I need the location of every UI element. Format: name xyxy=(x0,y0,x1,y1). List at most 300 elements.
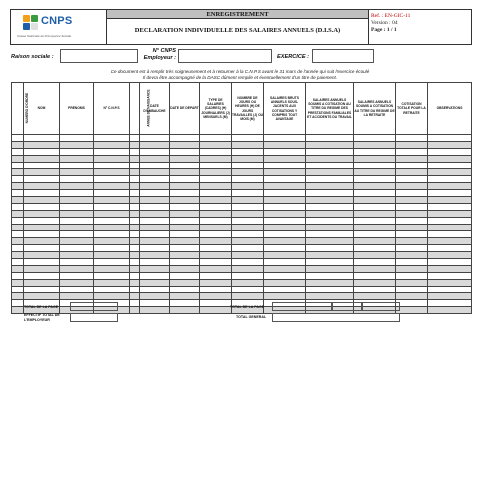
table-cell[interactable] xyxy=(428,141,472,148)
table-cell[interactable] xyxy=(24,155,60,162)
table-cell[interactable] xyxy=(396,279,428,286)
table-cell[interactable] xyxy=(200,183,232,190)
table-cell[interactable] xyxy=(140,293,170,300)
table-cell[interactable] xyxy=(428,231,472,238)
table-cell[interactable] xyxy=(130,203,140,210)
table-cell[interactable] xyxy=(94,224,130,231)
table-cell[interactable] xyxy=(232,162,264,169)
table-cell[interactable] xyxy=(428,162,472,169)
table-cell[interactable] xyxy=(200,148,232,155)
table-cell[interactable] xyxy=(232,252,264,259)
table-cell[interactable] xyxy=(232,203,264,210)
table-cell[interactable] xyxy=(306,197,354,204)
table-cell[interactable] xyxy=(200,155,232,162)
table-cell[interactable] xyxy=(232,141,264,148)
table-cell[interactable] xyxy=(130,224,140,231)
table-cell[interactable] xyxy=(130,300,140,307)
table-cell[interactable] xyxy=(130,197,140,204)
table-cell[interactable] xyxy=(12,265,24,272)
table-cell[interactable] xyxy=(170,259,200,266)
table-cell[interactable] xyxy=(170,245,200,252)
table-cell[interactable] xyxy=(60,183,94,190)
table-cell[interactable] xyxy=(428,183,472,190)
table-cell[interactable] xyxy=(200,197,232,204)
table-cell[interactable] xyxy=(60,293,94,300)
table-cell[interactable] xyxy=(428,148,472,155)
table-cell[interactable] xyxy=(60,197,94,204)
table-cell[interactable] xyxy=(94,293,130,300)
table-cell[interactable] xyxy=(396,210,428,217)
table-cell[interactable] xyxy=(354,293,396,300)
table-cell[interactable] xyxy=(12,224,24,231)
table-cell[interactable] xyxy=(130,190,140,197)
table-cell[interactable] xyxy=(94,141,130,148)
table-cell[interactable] xyxy=(306,279,354,286)
table-cell[interactable] xyxy=(170,169,200,176)
table-cell[interactable] xyxy=(24,238,60,245)
table-cell[interactable] xyxy=(306,217,354,224)
table-cell[interactable] xyxy=(232,231,264,238)
table-cell[interactable] xyxy=(200,272,232,279)
table-cell[interactable] xyxy=(264,224,306,231)
table-cell[interactable] xyxy=(94,272,130,279)
table-cell[interactable] xyxy=(60,141,94,148)
table-cell[interactable] xyxy=(94,135,130,142)
table-cell[interactable] xyxy=(94,162,130,169)
table-cell[interactable] xyxy=(24,169,60,176)
table-cell[interactable] xyxy=(24,176,60,183)
table-cell[interactable] xyxy=(24,197,60,204)
table-cell[interactable] xyxy=(170,217,200,224)
table-cell[interactable] xyxy=(264,203,306,210)
table-cell[interactable] xyxy=(354,224,396,231)
table-cell[interactable] xyxy=(200,279,232,286)
table-cell[interactable] xyxy=(140,224,170,231)
table-cell[interactable] xyxy=(354,155,396,162)
table-cell[interactable] xyxy=(170,135,200,142)
table-cell[interactable] xyxy=(200,307,232,314)
table-cell[interactable] xyxy=(428,217,472,224)
table-cell[interactable] xyxy=(24,203,60,210)
table-cell[interactable] xyxy=(60,210,94,217)
table-cell[interactable] xyxy=(140,148,170,155)
table-cell[interactable] xyxy=(428,224,472,231)
table-cell[interactable] xyxy=(396,203,428,210)
table-cell[interactable] xyxy=(140,210,170,217)
table-cell[interactable] xyxy=(94,203,130,210)
table-cell[interactable] xyxy=(130,238,140,245)
table-cell[interactable] xyxy=(170,197,200,204)
table-cell[interactable] xyxy=(12,231,24,238)
table-cell[interactable] xyxy=(140,265,170,272)
table-cell[interactable] xyxy=(60,224,94,231)
table-cell[interactable] xyxy=(200,190,232,197)
table-cell[interactable] xyxy=(396,265,428,272)
table-cell[interactable] xyxy=(396,217,428,224)
table-cell[interactable] xyxy=(354,176,396,183)
table-cell[interactable] xyxy=(24,231,60,238)
table-cell[interactable] xyxy=(170,286,200,293)
table-cell[interactable] xyxy=(200,259,232,266)
table-cell[interactable] xyxy=(232,245,264,252)
table-cell[interactable] xyxy=(170,252,200,259)
table-cell[interactable] xyxy=(60,238,94,245)
table-cell[interactable] xyxy=(12,293,24,300)
table-cell[interactable] xyxy=(12,286,24,293)
table-cell[interactable] xyxy=(94,265,130,272)
table-cell[interactable] xyxy=(232,210,264,217)
table-cell[interactable] xyxy=(12,245,24,252)
table-cell[interactable] xyxy=(428,286,472,293)
raison-sociale-field[interactable] xyxy=(60,49,138,63)
table-cell[interactable] xyxy=(130,162,140,169)
table-cell[interactable] xyxy=(396,183,428,190)
table-cell[interactable] xyxy=(140,169,170,176)
table-cell[interactable] xyxy=(354,286,396,293)
table-cell[interactable] xyxy=(264,252,306,259)
table-cell[interactable] xyxy=(12,259,24,266)
table-cell[interactable] xyxy=(396,252,428,259)
table-cell[interactable] xyxy=(396,169,428,176)
table-cell[interactable] xyxy=(428,300,472,307)
table-cell[interactable] xyxy=(264,245,306,252)
table-cell[interactable] xyxy=(170,155,200,162)
table-cell[interactable] xyxy=(12,135,24,142)
table-cell[interactable] xyxy=(140,238,170,245)
table-cell[interactable] xyxy=(130,210,140,217)
table-cell[interactable] xyxy=(200,245,232,252)
table-cell[interactable] xyxy=(94,245,130,252)
table-cell[interactable] xyxy=(94,169,130,176)
table-cell[interactable] xyxy=(306,224,354,231)
table-cell[interactable] xyxy=(428,155,472,162)
table-cell[interactable] xyxy=(232,183,264,190)
table-cell[interactable] xyxy=(94,197,130,204)
table-cell[interactable] xyxy=(170,224,200,231)
table-cell[interactable] xyxy=(94,231,130,238)
table-cell[interactable] xyxy=(306,265,354,272)
table-cell[interactable] xyxy=(24,141,60,148)
table-cell[interactable] xyxy=(354,190,396,197)
table-cell[interactable] xyxy=(200,217,232,224)
table-cell[interactable] xyxy=(232,265,264,272)
table-cell[interactable] xyxy=(170,300,200,307)
table-cell[interactable] xyxy=(170,190,200,197)
table-cell[interactable] xyxy=(232,169,264,176)
table-cell[interactable] xyxy=(130,279,140,286)
table-cell[interactable] xyxy=(264,162,306,169)
table-cell[interactable] xyxy=(264,217,306,224)
table-cell[interactable] xyxy=(200,135,232,142)
table-cell[interactable] xyxy=(94,259,130,266)
table-cell[interactable] xyxy=(232,217,264,224)
table-cell[interactable] xyxy=(200,141,232,148)
table-cell[interactable] xyxy=(12,307,24,314)
table-cell[interactable] xyxy=(170,279,200,286)
exercice-field[interactable] xyxy=(312,49,374,63)
table-cell[interactable] xyxy=(306,272,354,279)
table-cell[interactable] xyxy=(232,190,264,197)
table-cell[interactable] xyxy=(140,252,170,259)
table-cell[interactable] xyxy=(140,197,170,204)
table-cell[interactable] xyxy=(60,155,94,162)
table-cell[interactable] xyxy=(232,279,264,286)
table-cell[interactable] xyxy=(264,183,306,190)
table-cell[interactable] xyxy=(170,238,200,245)
table-cell[interactable] xyxy=(306,231,354,238)
table-cell[interactable] xyxy=(306,162,354,169)
table-cell[interactable] xyxy=(354,203,396,210)
table-cell[interactable] xyxy=(94,286,130,293)
table-cell[interactable] xyxy=(306,155,354,162)
table-cell[interactable] xyxy=(354,141,396,148)
table-cell[interactable] xyxy=(354,238,396,245)
table-cell[interactable] xyxy=(264,279,306,286)
table-cell[interactable] xyxy=(130,135,140,142)
table-cell[interactable] xyxy=(130,231,140,238)
table-cell[interactable] xyxy=(24,259,60,266)
table-cell[interactable] xyxy=(60,169,94,176)
table-cell[interactable] xyxy=(130,217,140,224)
table-cell[interactable] xyxy=(60,286,94,293)
table-cell[interactable] xyxy=(12,141,24,148)
table-cell[interactable] xyxy=(12,252,24,259)
table-cell[interactable] xyxy=(170,176,200,183)
table-cell[interactable] xyxy=(60,272,94,279)
table-cell[interactable] xyxy=(140,190,170,197)
table-cell[interactable] xyxy=(396,162,428,169)
table-cell[interactable] xyxy=(12,217,24,224)
table-cell[interactable] xyxy=(170,203,200,210)
table-cell[interactable] xyxy=(130,176,140,183)
table-cell[interactable] xyxy=(396,197,428,204)
table-cell[interactable] xyxy=(306,141,354,148)
table-cell[interactable] xyxy=(354,169,396,176)
table-cell[interactable] xyxy=(24,286,60,293)
table-cell[interactable] xyxy=(24,245,60,252)
table-cell[interactable] xyxy=(94,217,130,224)
table-cell[interactable] xyxy=(396,176,428,183)
table-cell[interactable] xyxy=(428,238,472,245)
table-cell[interactable] xyxy=(396,190,428,197)
table-cell[interactable] xyxy=(170,272,200,279)
table-cell[interactable] xyxy=(264,272,306,279)
table-cell[interactable] xyxy=(60,245,94,252)
table-cell[interactable] xyxy=(428,293,472,300)
table-cell[interactable] xyxy=(140,155,170,162)
table-cell[interactable] xyxy=(60,259,94,266)
table-cell[interactable] xyxy=(232,135,264,142)
table-cell[interactable] xyxy=(12,190,24,197)
table-cell[interactable] xyxy=(306,135,354,142)
table-cell[interactable] xyxy=(264,148,306,155)
table-cell[interactable] xyxy=(306,238,354,245)
table-cell[interactable] xyxy=(264,265,306,272)
table-cell[interactable] xyxy=(24,183,60,190)
table-cell[interactable] xyxy=(130,155,140,162)
table-cell[interactable] xyxy=(12,197,24,204)
table-cell[interactable] xyxy=(428,210,472,217)
table-cell[interactable] xyxy=(140,286,170,293)
table-cell[interactable] xyxy=(94,210,130,217)
table-cell[interactable] xyxy=(140,176,170,183)
table-cell[interactable] xyxy=(12,169,24,176)
table-cell[interactable] xyxy=(130,183,140,190)
table-cell[interactable] xyxy=(12,238,24,245)
table-cell[interactable] xyxy=(264,190,306,197)
table-cell[interactable] xyxy=(428,245,472,252)
table-cell[interactable] xyxy=(94,190,130,197)
table-cell[interactable] xyxy=(94,279,130,286)
table-cell[interactable] xyxy=(264,135,306,142)
table-cell[interactable] xyxy=(170,183,200,190)
table-cell[interactable] xyxy=(264,169,306,176)
table-cell[interactable] xyxy=(396,272,428,279)
table-cell[interactable] xyxy=(170,265,200,272)
table-cell[interactable] xyxy=(200,169,232,176)
table-cell[interactable] xyxy=(24,148,60,155)
table-cell[interactable] xyxy=(24,265,60,272)
table-cell[interactable] xyxy=(24,252,60,259)
table-cell[interactable] xyxy=(94,238,130,245)
table-cell[interactable] xyxy=(428,279,472,286)
table-cell[interactable] xyxy=(354,197,396,204)
table-cell[interactable] xyxy=(140,279,170,286)
table-cell[interactable] xyxy=(60,162,94,169)
table-cell[interactable] xyxy=(306,293,354,300)
table-cell[interactable] xyxy=(130,245,140,252)
table-cell[interactable] xyxy=(354,183,396,190)
table-cell[interactable] xyxy=(396,307,428,314)
table-cell[interactable] xyxy=(130,169,140,176)
table-cell[interactable] xyxy=(306,252,354,259)
table-cell[interactable] xyxy=(60,231,94,238)
table-cell[interactable] xyxy=(200,286,232,293)
table-cell[interactable] xyxy=(170,162,200,169)
table-cell[interactable] xyxy=(264,238,306,245)
table-cell[interactable] xyxy=(130,272,140,279)
table-cell[interactable] xyxy=(94,148,130,155)
table-cell[interactable] xyxy=(396,155,428,162)
table-cell[interactable] xyxy=(428,176,472,183)
table-cell[interactable] xyxy=(24,135,60,142)
table-cell[interactable] xyxy=(354,162,396,169)
table-cell[interactable] xyxy=(24,272,60,279)
table-cell[interactable] xyxy=(12,300,24,307)
table-cell[interactable] xyxy=(396,293,428,300)
table-cell[interactable] xyxy=(200,300,232,307)
table-cell[interactable] xyxy=(60,279,94,286)
table-cell[interactable] xyxy=(232,224,264,231)
table-cell[interactable] xyxy=(264,293,306,300)
table-cell[interactable] xyxy=(354,231,396,238)
table-cell[interactable] xyxy=(24,293,60,300)
table-cell[interactable] xyxy=(396,238,428,245)
table-cell[interactable] xyxy=(94,183,130,190)
table-cell[interactable] xyxy=(140,203,170,210)
table-cell[interactable] xyxy=(170,307,200,314)
table-cell[interactable] xyxy=(264,155,306,162)
table-cell[interactable] xyxy=(12,203,24,210)
table-cell[interactable] xyxy=(94,176,130,183)
table-cell[interactable] xyxy=(428,169,472,176)
table-cell[interactable] xyxy=(60,148,94,155)
table-cell[interactable] xyxy=(396,148,428,155)
table-cell[interactable] xyxy=(12,155,24,162)
table-cell[interactable] xyxy=(140,183,170,190)
table-cell[interactable] xyxy=(354,210,396,217)
table-cell[interactable] xyxy=(12,176,24,183)
effectif-total-box[interactable] xyxy=(70,313,118,322)
table-cell[interactable] xyxy=(140,231,170,238)
table-cell[interactable] xyxy=(306,183,354,190)
table-cell[interactable] xyxy=(200,293,232,300)
table-cell[interactable] xyxy=(60,190,94,197)
table-cell[interactable] xyxy=(12,162,24,169)
table-cell[interactable] xyxy=(428,307,472,314)
table-cell[interactable] xyxy=(60,217,94,224)
table-cell[interactable] xyxy=(140,217,170,224)
table-cell[interactable] xyxy=(140,162,170,169)
table-cell[interactable] xyxy=(354,272,396,279)
table-cell[interactable] xyxy=(306,286,354,293)
table-cell[interactable] xyxy=(354,279,396,286)
table-cell[interactable] xyxy=(140,259,170,266)
table-cell[interactable] xyxy=(12,279,24,286)
table-cell[interactable] xyxy=(60,135,94,142)
table-cell[interactable] xyxy=(232,272,264,279)
table-cell[interactable] xyxy=(264,176,306,183)
table-cell[interactable] xyxy=(306,259,354,266)
table-cell[interactable] xyxy=(232,259,264,266)
table-cell[interactable] xyxy=(24,210,60,217)
table-cell[interactable] xyxy=(264,210,306,217)
table-cell[interactable] xyxy=(12,210,24,217)
table-cell[interactable] xyxy=(428,252,472,259)
table-cell[interactable] xyxy=(264,231,306,238)
table-cell[interactable] xyxy=(12,148,24,155)
table-cell[interactable] xyxy=(140,141,170,148)
table-cell[interactable] xyxy=(428,265,472,272)
table-cell[interactable] xyxy=(354,148,396,155)
table-cell[interactable] xyxy=(428,197,472,204)
table-cell[interactable] xyxy=(354,245,396,252)
table-cell[interactable] xyxy=(396,141,428,148)
table-cell[interactable] xyxy=(396,259,428,266)
table-cell[interactable] xyxy=(232,148,264,155)
table-cell[interactable] xyxy=(428,203,472,210)
table-cell[interactable] xyxy=(140,135,170,142)
table-cell[interactable] xyxy=(306,203,354,210)
table-cell[interactable] xyxy=(396,224,428,231)
table-cell[interactable] xyxy=(306,148,354,155)
table-cell[interactable] xyxy=(354,265,396,272)
table-cell[interactable] xyxy=(140,272,170,279)
total-general-box[interactable] xyxy=(272,313,400,322)
table-cell[interactable] xyxy=(130,141,140,148)
table-cell[interactable] xyxy=(130,148,140,155)
table-cell[interactable] xyxy=(354,259,396,266)
table-cell[interactable] xyxy=(306,169,354,176)
table-cell[interactable] xyxy=(354,252,396,259)
table-cell[interactable] xyxy=(396,286,428,293)
table-cell[interactable] xyxy=(232,238,264,245)
table-cell[interactable] xyxy=(60,252,94,259)
table-cell[interactable] xyxy=(396,245,428,252)
table-cell[interactable] xyxy=(130,259,140,266)
table-cell[interactable] xyxy=(140,245,170,252)
table-cell[interactable] xyxy=(306,210,354,217)
